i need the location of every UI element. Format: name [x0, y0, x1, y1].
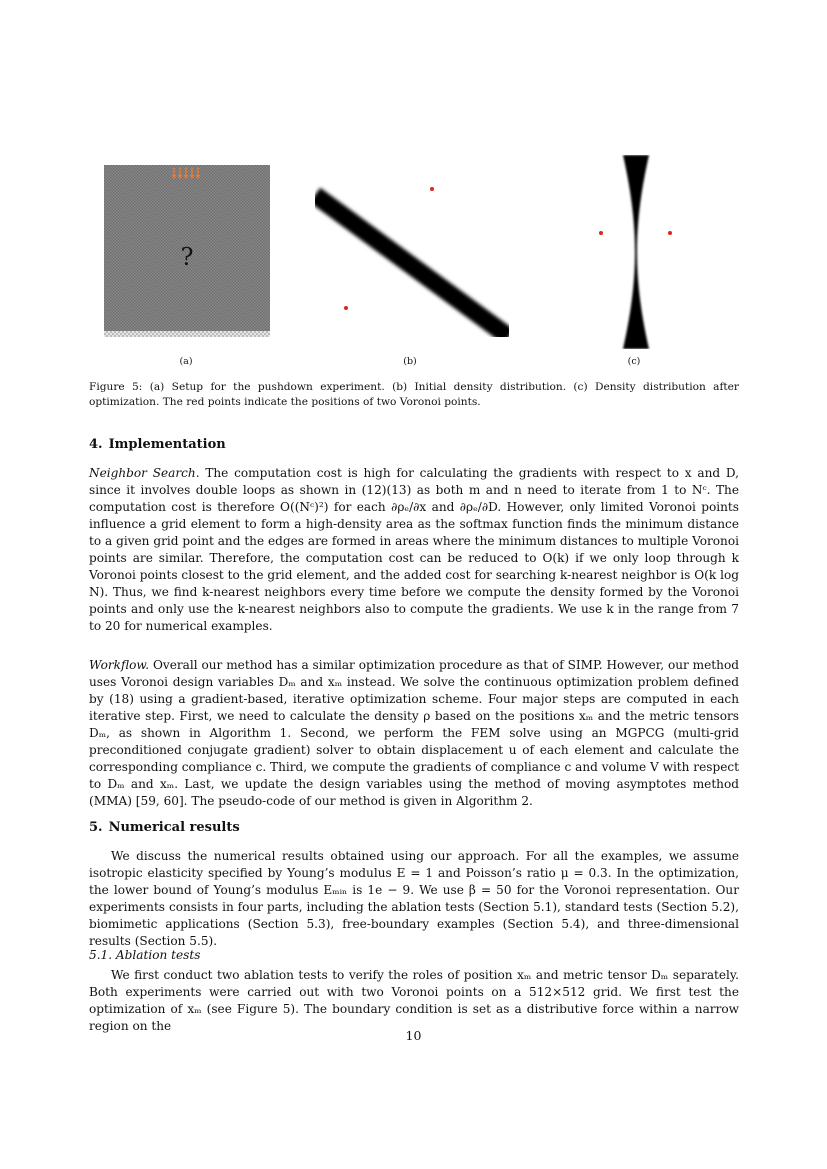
- voronoi-point: [430, 187, 434, 191]
- section-title: Numerical results: [108, 820, 240, 835]
- sublabel-a: (a): [179, 356, 193, 367]
- paragraph-body: The computation cost is high for calculating the gradients with respect to x and D, since it involves double loops as shown in (12)(13) as both m and n need to iterate from 1 to Nᶜ. The computation cost is therefore O((Nᶜ)²) for each ∂ρₑ/∂x and ∂ρₑ/∂D. However, only limited Voronoi points influence a grid element to form a high-density area as the softmax function finds the minimum distance to a given grid point and the edges are formed in areas where the minimum distances to multiple Voronoi points are similar. Therefore, the computation cost can be reduced to O(k) if we only loop through k Voronoi points closest to the grid element, and the added cost for searching k-nearest neighbor is O(k log N). Thus, we find k-nearest neighbors every time before we compute the density formed by the Voronoi points and only use the k-nearest neighbors also to compute the gradients. We use k in the range from 7 to 20 for numerical examples.: [89, 466, 739, 633]
- fixed-boundary: [104, 331, 270, 337]
- paragraph-body: Overall our method has a similar optimization procedure as that of SIMP. However, our method uses Voronoi design variables Dₘ and xₘ instead. We solve the continuous optimization problem defined by (18) using a gradient-based, iterative optimization scheme. Four major steps are computed in each iterative step. First, we need to calculate the density ρ based on the positions xₘ and the metric tensors Dₘ, as shown in Algorithm 1. Second, we perform the FEM solve using an MGPCG (multi-grid preconditioned conjugate gradient) solver to obtain displacement u of each element and calculate the corresponding compliance c. Third, we compute the gradients of compliance c and volume V with respect to Dₘ and xₘ. Last, we update the design variables using the method of moving asymptotes method (MMA) [59, 60]. The pseudo-code of our method is given in Algorithm 2.: [89, 658, 739, 808]
- panel-b-initial-density: [315, 165, 509, 337]
- voronoi-point: [599, 231, 603, 235]
- paragraph-ablation: We first conduct two ablation tests to verify the roles of position xₘ and metric tensor Dₘ separately. Both experiments were carried out with two Voronoi points on a 512×512 grid. We first test the optimization of xₘ (see Figure 5). The boundary condition is set as a distributive force within a narrow region on the: [89, 968, 739, 1033]
- section-heading-numerical-results: [89, 820, 240, 835]
- sublabel-c: (c): [627, 356, 641, 367]
- section-number: 4.: [89, 437, 103, 452]
- page-number: 10: [405, 1028, 422, 1043]
- panel-c-optimized-density: [590, 155, 682, 349]
- paragraph-lead: Neighbor Search.: [89, 466, 200, 480]
- subsection-heading-ablation: 5.1. Ablation tests: [89, 948, 201, 962]
- panel-a-pushdown-setup: [104, 165, 270, 337]
- paragraph-numerical-results: We discuss the numerical results obtained using our approach. For all the examples, we assume isotropic elasticity specified by Young’s modulus E = 1 and Poisson’s ratio μ = 0.3. In the optimization, the lower bound of Young’s modulus Eₘᵢₙ is 1e − 9. We use β = 50 for the Voronoi representation. Our experiments consists in four parts, including the ablation tests (Section 5.1), standard tests (Section 5.2), biomimetic applications (Section 5.3), free-boundary examples (Section 5.4), and three-dimensional results (Section 5.5).: [89, 849, 739, 948]
- sublabel-b: (b): [403, 356, 417, 367]
- section-heading-implementation: [89, 437, 226, 452]
- paragraph-lead: Workflow.: [89, 658, 150, 672]
- figure-caption: Figure 5: (a) Setup for the pushdown experiment. (b) Initial density distribution. (c) Density distribution after optimization. The red points indicate the positions of two Voronoi points.: [89, 381, 739, 408]
- paragraph-workflow: [89, 657, 739, 810]
- density-strut: [623, 155, 649, 349]
- section-number: 5.: [89, 820, 103, 835]
- section-title: Implementation: [108, 437, 226, 452]
- unknown-mark: ?: [180, 243, 194, 271]
- voronoi-point: [668, 231, 672, 235]
- paragraph-neighbor-search: [89, 465, 739, 635]
- density-band: [315, 195, 509, 337]
- voronoi-point: [344, 306, 348, 310]
